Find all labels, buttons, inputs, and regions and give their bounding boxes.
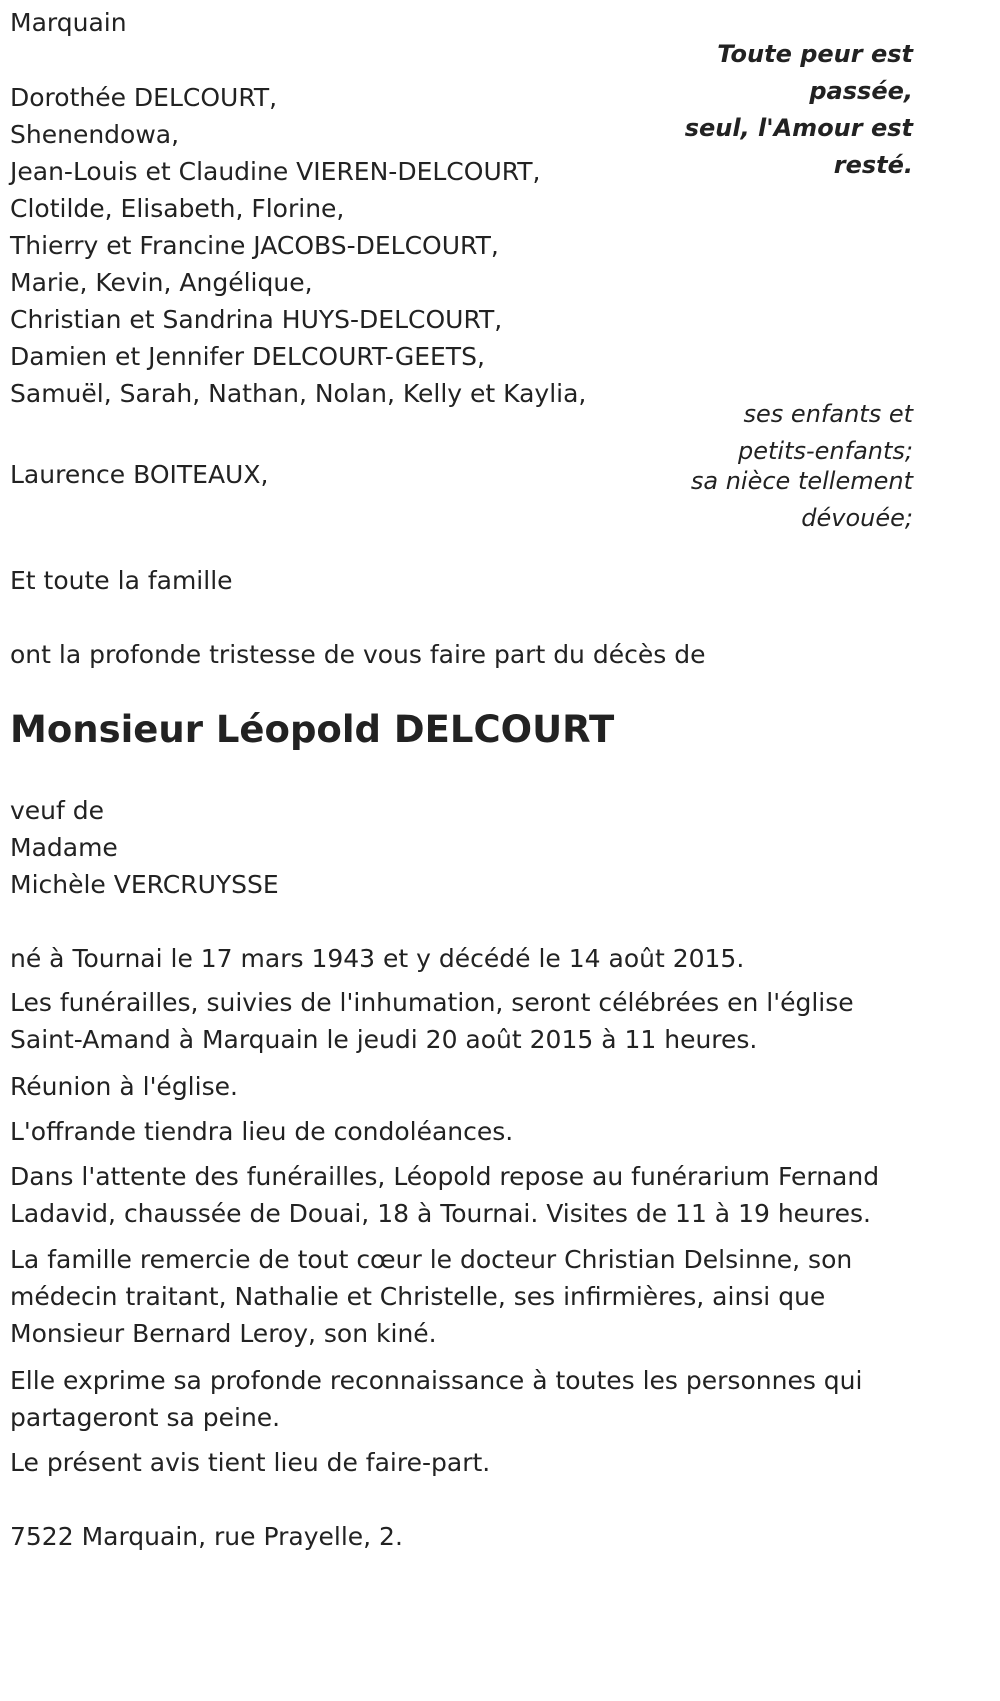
thanks-text: [10, 1241, 852, 1352]
paragraph-line: Monsieur Bernard Leroy, son kiné.: [10, 1319, 437, 1348]
paragraph-line: Saint-Amand à Marquain le jeudi 20 août 2015 à 11 heures.: [10, 1025, 758, 1054]
widower-line: Madame: [10, 833, 118, 862]
quote-line: resté.: [833, 151, 913, 179]
family-children-list: [10, 79, 586, 412]
paragraph-line: Elle exprime sa profonde reconnaissance à toutes les personnes qui: [10, 1366, 863, 1395]
widower-line: veuf de: [10, 796, 105, 825]
visits-text: [10, 1158, 879, 1232]
paragraph-line: médecin traitant, Nathalie et Christelle, ses infirmières, ainsi que: [10, 1282, 826, 1311]
quote-line: Toute peur est: [717, 40, 913, 68]
paragraph-line: Ladavid, chaussée de Douai, 18 à Tournai. Visites de 11 à 19 heures.: [10, 1199, 871, 1228]
family-member-line: Marie, Kevin, Angélique,: [10, 268, 313, 297]
family-member-line: Damien et Jennifer DELCOURT-GEETS,: [10, 342, 485, 371]
meeting-text: Réunion à l'église.: [10, 1072, 238, 1101]
paragraph-line: Dans l'attente des funérailles, Léopold repose au funérarium Fernand: [10, 1162, 880, 1191]
children-qualifier: [738, 396, 913, 470]
widower-line: Michèle VERCRUYSSE: [10, 870, 279, 899]
niece-qualifier: [691, 463, 913, 537]
family-member-line: Samuël, Sarah, Nathan, Nolan, Kelly et Kaylia,: [10, 379, 587, 408]
widower-block: [10, 792, 279, 903]
niece-name: Laurence BOITEAUX,: [10, 460, 269, 489]
quote-line: seul, l'Amour est: [684, 114, 913, 142]
family-member-line: Dorothée DELCOURT,: [10, 83, 278, 112]
announcement-intro: ont la profonde tristesse de vous faire part du décès de: [10, 640, 706, 669]
offering-text: L'offrande tiendra lieu de condoléances.: [10, 1117, 514, 1146]
birth-death-text: né à Tournai le 17 mars 1943 et y décédé le 14 août 2015.: [10, 944, 745, 973]
address-text: 7522 Marquain, rue Prayelle, 2.: [10, 1522, 403, 1551]
town-label: Marquain: [10, 8, 127, 37]
notice-text: Le présent avis tient lieu de faire-part.: [10, 1448, 491, 1477]
other-family: Et toute la famille: [10, 566, 233, 595]
family-member-line: Shenendowa,: [10, 120, 180, 149]
paragraph-line: partageront sa peine.: [10, 1403, 281, 1432]
epigraph-quote: [685, 36, 913, 184]
deceased-name: Monsieur Léopold DELCOURT: [10, 708, 615, 751]
family-member-line: Jean-Louis et Claudine VIEREN-DELCOURT,: [10, 157, 541, 186]
qualifier-line: dévouée;: [801, 504, 913, 532]
family-member-line: Clotilde, Elisabeth, Florine,: [10, 194, 345, 223]
qualifier-line: petits-enfants;: [738, 437, 913, 465]
family-member-line: Thierry et Francine JACOBS-DELCOURT,: [10, 231, 499, 260]
gratitude-text: [10, 1362, 862, 1436]
funeral-text: [10, 984, 854, 1058]
qualifier-line: sa nièce tellement: [690, 467, 913, 495]
paragraph-line: Les funérailles, suivies de l'inhumation, seront célébrées en l'église: [10, 988, 854, 1017]
quote-line: passée,: [809, 77, 913, 105]
paragraph-line: La famille remercie de tout cœur le docteur Christian Delsinne, son: [10, 1245, 853, 1274]
family-member-line: Christian et Sandrina HUYS-DELCOURT,: [10, 305, 503, 334]
qualifier-line: ses enfants et: [743, 400, 913, 428]
